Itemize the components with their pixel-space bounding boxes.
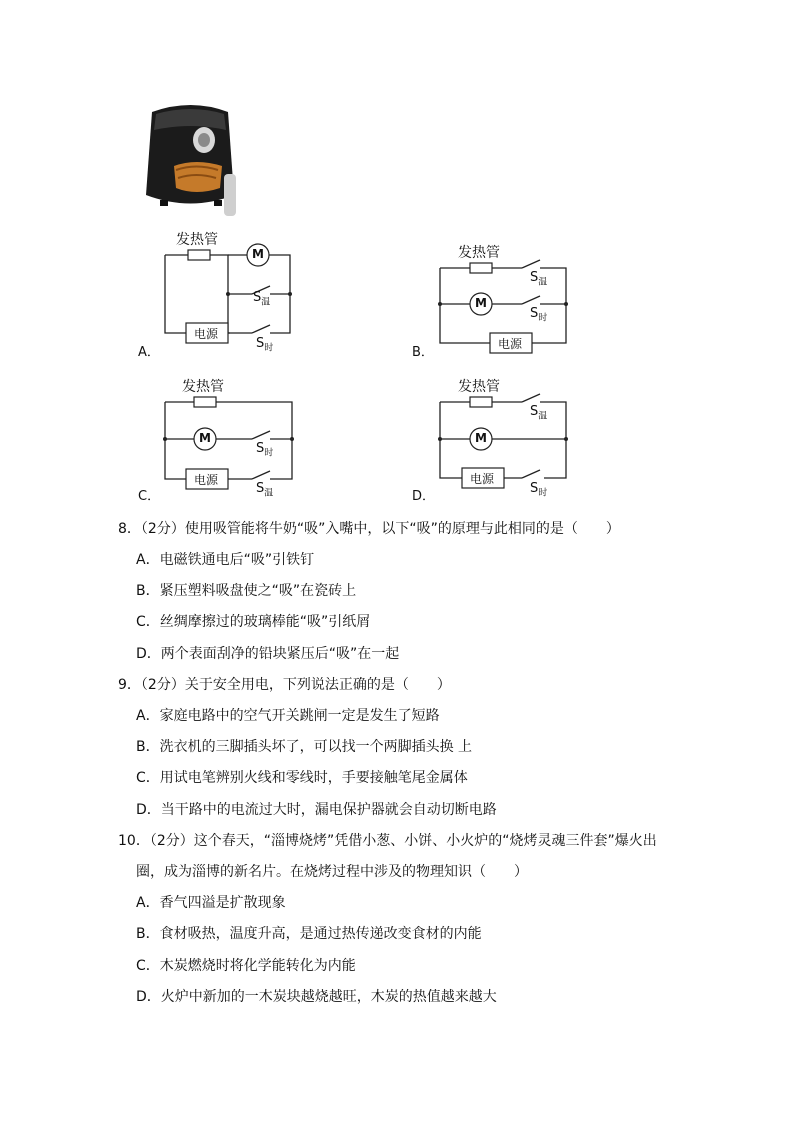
source-label: 电源 [194, 473, 219, 487]
circuit-a [165, 244, 292, 343]
question-9-option-d[interactable]: D．当干路中的电流过大时，漏电保护器就会自动切断电路 [136, 802, 497, 818]
source-label: 电源 [498, 337, 523, 351]
motor-label: M [475, 296, 487, 310]
switch-time-label: $S_时$ [530, 481, 548, 499]
question-8-stem: 8．（2分）使用吸管能将牛奶“吸”入嘴中，以下“吸”的原理与此相同的是（ ） [118, 521, 620, 537]
option-a-label: A． [138, 345, 160, 360]
heater-label: 发热管 [458, 245, 500, 261]
switch-time-label: $S_时$ [256, 336, 274, 354]
source-label: 电源 [470, 472, 495, 486]
switch-temp-label: $S_温$ [530, 270, 548, 288]
question-10-stem-continued: 圈，成为淄博的新名片。在烧烤过程中涉及的物理知识（ ） [136, 864, 528, 880]
switch-time-label: $S_时$ [256, 441, 274, 459]
question-10-option-a[interactable]: A．香气四溢是扩散现象 [136, 895, 286, 911]
motor-label: M [199, 431, 211, 445]
question-10-option-c[interactable]: C．木炭燃烧时将化学能转化为内能 [136, 958, 356, 974]
question-8-option-c[interactable]: C．丝绸摩擦过的玻璃棒能“吸”引纸屑 [136, 614, 371, 630]
question-8-option-b[interactable]: B．紧压塑料吸盘使之“吸”在瓷砖上 [136, 583, 357, 599]
question-9-stem: 9．（2分）关于安全用电，下列说法正确的是（ ） [118, 677, 451, 693]
switch-temp-label: $S_温$ [253, 290, 271, 308]
question-9-option-c[interactable]: C．用试电笔辨别火线和零线时，手要接触笔尾金属体 [136, 770, 468, 786]
question-10-stem: 10．（2分）这个春天，“淄博烧烤”凭借小葱、小饼、小火炉的“烧烤灵魂三件套”爆火出 [118, 833, 657, 849]
question-10-option-b[interactable]: B．食材吸热，温度升高，是通过热传递改变食材的内能 [136, 926, 482, 942]
option-d-label: D． [412, 489, 436, 504]
option-b-label: B． [412, 345, 434, 360]
question-10-option-d[interactable]: D．火炉中新加的一木炭块越烧越旺，木炭的热值越来越大 [136, 989, 497, 1005]
circuit-diagrams [0, 0, 794, 520]
motor-label: M [252, 247, 264, 261]
switch-temp-label: $S_温$ [256, 481, 274, 499]
circuit-c [163, 397, 294, 489]
circuit-d [438, 394, 568, 488]
switch-temp-label: $S_温$ [530, 404, 548, 422]
heater-label: 发热管 [182, 379, 224, 395]
question-8-option-d[interactable]: D．两个表面刮净的铅块紧压后“吸”在一起 [136, 646, 400, 662]
switch-time-label: $S_时$ [530, 306, 548, 324]
option-c-label: C． [138, 489, 161, 504]
question-9-option-b[interactable]: B．洗衣机的三脚插头坏了，可以找一个两脚插头换 上 [136, 739, 473, 755]
question-8-option-a[interactable]: A．电磁铁通电后“吸”引铁钉 [136, 552, 315, 568]
source-label: 电源 [194, 327, 219, 341]
heater-label: 发热管 [176, 232, 218, 248]
heater-label: 发热管 [458, 379, 500, 395]
question-9-option-a[interactable]: A．家庭电路中的空气开关跳闸一定是发生了短路 [136, 708, 440, 724]
motor-label: M [475, 431, 487, 445]
